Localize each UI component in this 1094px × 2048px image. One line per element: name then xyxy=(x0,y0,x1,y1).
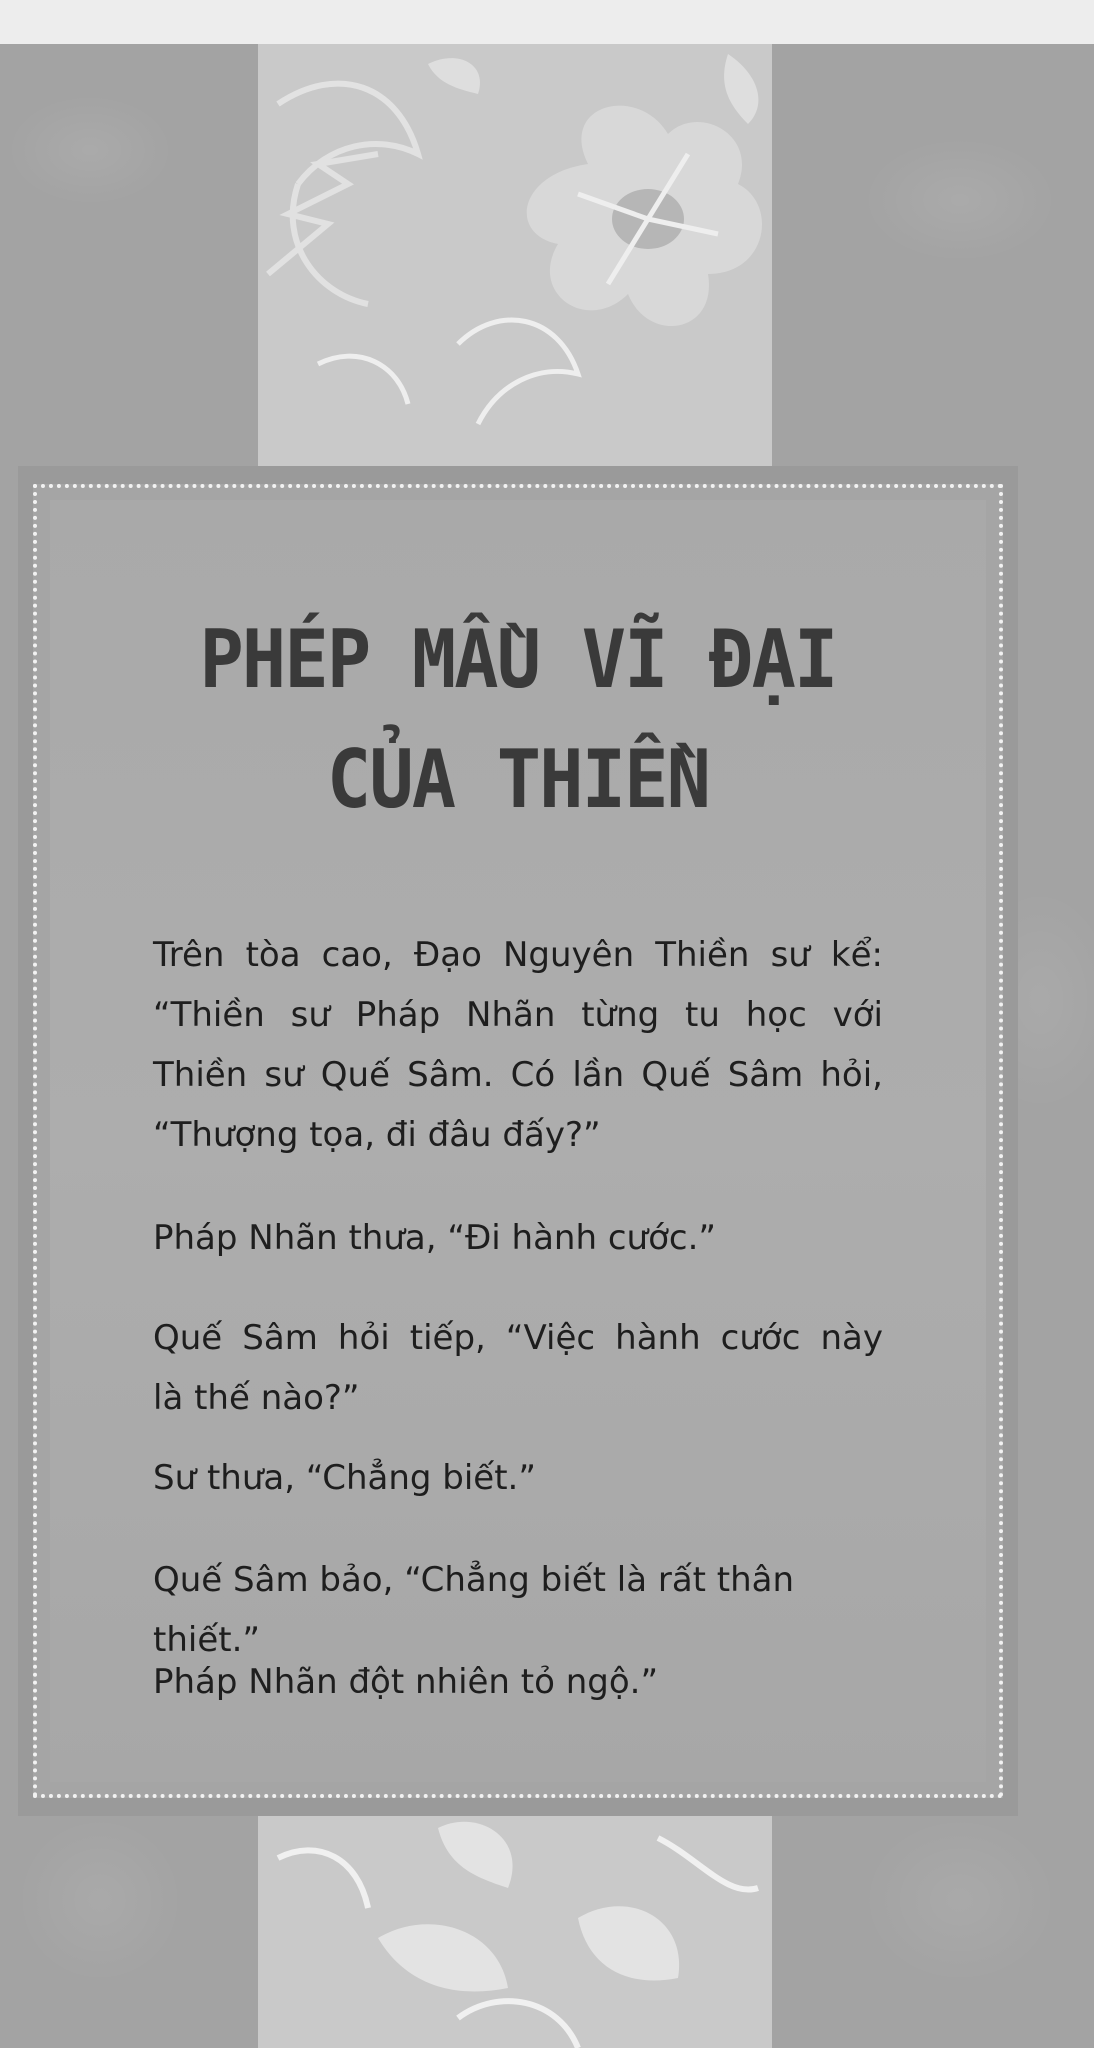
chapter-title-line-1: PHÉP MẦU VĨ ĐẠI xyxy=(199,613,837,706)
floral-pattern-bottom xyxy=(258,1818,772,2048)
floral-pattern-top xyxy=(258,44,772,464)
page-top-edge xyxy=(0,0,1094,44)
text-line: “Thiền sư Pháp Nhãn từng tu học với xyxy=(153,995,883,1035)
paragraph-6 xyxy=(153,1652,883,1712)
text-line: Quế Sâm bảo, “Chẳng biết là rất thân thiết.” xyxy=(153,1560,795,1660)
text-line: “Thượng tọa, đi đâu đấy?” xyxy=(153,1115,601,1155)
paragraph-4 xyxy=(153,1448,883,1508)
paragraph-1 xyxy=(153,925,883,1165)
text-line: Thiền sư Quế Sâm. Có lần Quế Sâm hỏi, xyxy=(153,1055,883,1095)
text-line: Pháp Nhãn đột nhiên tỏ ngộ.” xyxy=(153,1662,659,1702)
leaf-icon xyxy=(258,1818,772,2048)
text-line: Pháp Nhãn thưa, “Đi hành cước.” xyxy=(153,1218,716,1258)
text-line: là thế nào?” xyxy=(153,1378,360,1418)
text-line: Sư thưa, “Chẳng biết.” xyxy=(153,1458,536,1498)
chapter-title-line-2: CỦA THIỀN xyxy=(326,733,710,826)
paragraph-2 xyxy=(153,1208,883,1268)
text-line: Quế Sâm hỏi tiếp, “Việc hành cước này xyxy=(153,1318,883,1358)
text-line: Trên tòa cao, Đạo Nguyên Thiền sư kể: xyxy=(153,935,883,975)
paragraph-3 xyxy=(153,1308,883,1428)
flower-icon xyxy=(258,44,772,464)
